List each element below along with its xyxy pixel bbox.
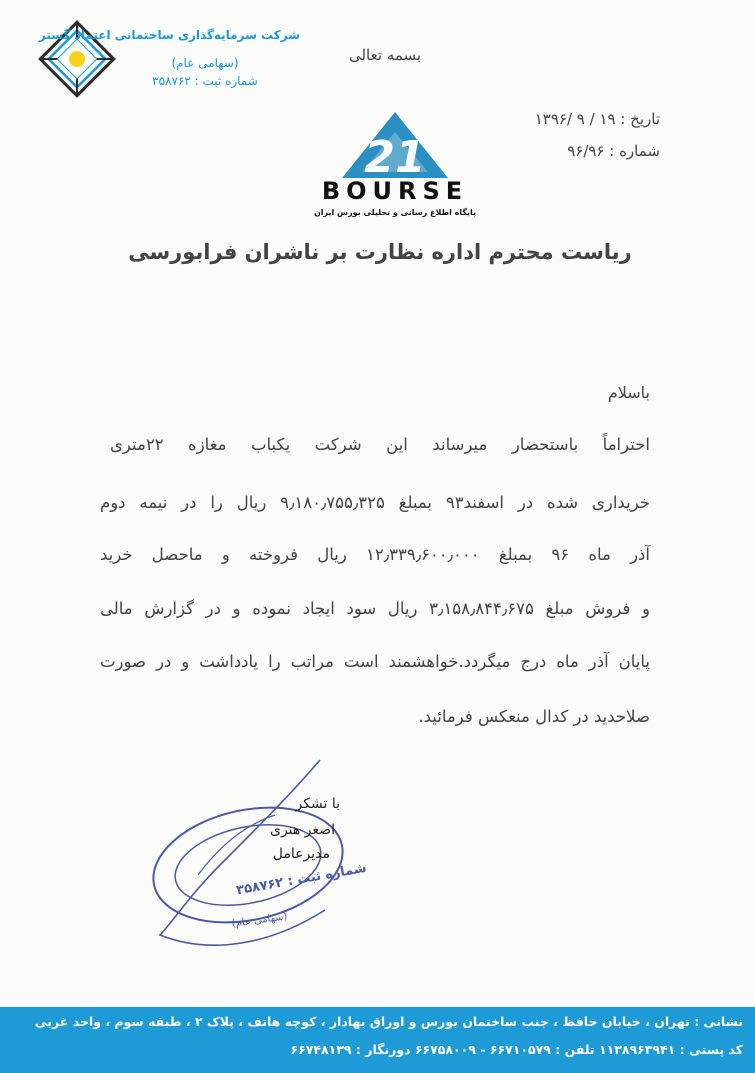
letter-closing: با تشکر xyxy=(295,796,340,812)
company-registration: شماره ثبت : ۳۵۸۷۶۲ xyxy=(152,74,258,88)
footer-contact: کد پستی : ۱۱۳۸۹۶۳۹۴۱ تلفن : ۶۶۷۱۰۵۷۹ - ۶۶۷۵۸۰۰۹ دورنگار : ۶۶۷۴۸۱۳۹ xyxy=(290,1042,743,1057)
body-line-3: آذر ماه ۹۶ بمبلغ ۱۲٫۳۳۹٫۶۰۰٫۰۰۰ ریال فروخته و ماحصل خرید xyxy=(100,545,650,564)
letter-salutation: باسلام xyxy=(607,383,650,402)
company-name: شرکت سرمایه‌گذاری ساختمانی اعتماد گستر xyxy=(38,28,300,42)
company-type: (سهامی عام) xyxy=(171,56,239,70)
body-line-6: صلاحدید در کدال منعکس فرمائید. xyxy=(418,707,650,726)
letter-date: تاریخ : ۱۹ / ۹ /۱۳۹۶ xyxy=(534,110,660,128)
signer-title: مدیرعامل xyxy=(272,846,330,862)
watermark-brand: BOURSE xyxy=(321,177,469,205)
body-line-2: خریداری شده در اسفند۹۳ بمبلغ ۹٫۱۸۰٫۷۵۵٫۳۲۵ ریال را در نیمه دوم xyxy=(100,493,650,512)
letter-addressee: ریاست محترم اداره نظارت بر ناشران فرابورسی xyxy=(128,240,632,264)
body-line-4: و فروش مبلغ ۳٫۱۵۸٫۸۴۴٫۶۷۵ ریال سود ایجاد نموده و در گزارش مالی xyxy=(100,599,650,618)
watermark-subtitle: پایگاه اطلاع رسانی و تحلیلی بورس ایران xyxy=(313,208,477,217)
footer-address: نشانی : تهران ، خیابان حافظ ، جنب ساختمان بورس و اوراق بهادار ، کوچه هاتف ، پلاک ۲ ، طبقه سوم ، واحد غربی xyxy=(34,1014,743,1029)
watermark-number: 21 xyxy=(364,132,426,183)
body-line-1: احتراماً باستحضار میرساند این شرکت یکباب مغازه ۲۲متری xyxy=(110,435,650,454)
stamp-registration: شماره ثبت : ۳۵۸۷۶۲ xyxy=(235,860,368,899)
bourse-watermark-logo xyxy=(300,108,490,220)
body-line-5: پایان آذر ماه درج میگردد.خواهشمند است مراتب را یادداشت و در صورت xyxy=(100,652,650,671)
bismillah-heading: بسمه تعالی xyxy=(348,46,422,64)
signer-name: اصغر هنری xyxy=(270,822,335,838)
stamp-type: (سهامی عام) xyxy=(231,911,289,930)
letter-number: شماره : ۹۶/۹۶ xyxy=(567,142,660,160)
